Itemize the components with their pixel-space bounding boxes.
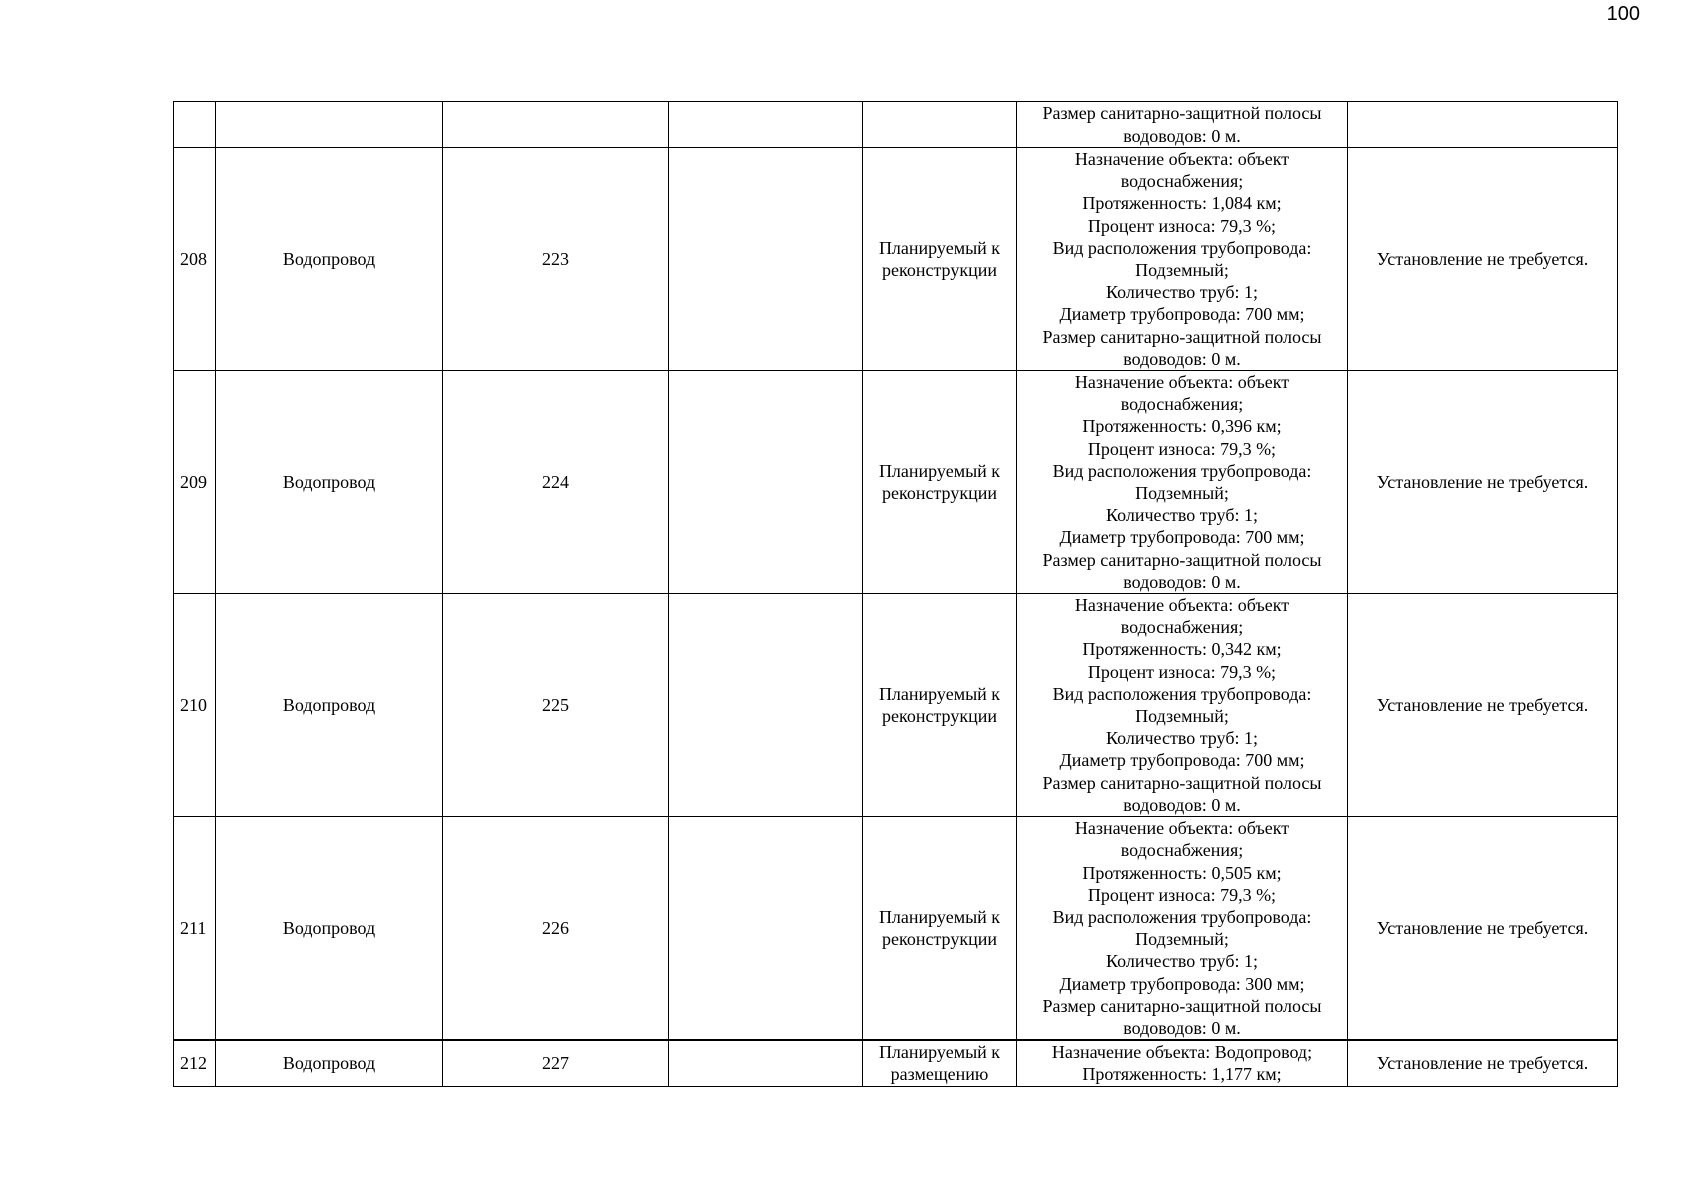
object-id-cell: 223: [443, 148, 669, 371]
description-line: Количество труб: 1;: [1106, 951, 1258, 972]
description-line: Вид расположения трубопровода:: [1052, 460, 1312, 481]
row-number-cell: 208: [174, 148, 216, 371]
object-status-cell: Планируемый к реконструкции: [863, 148, 1017, 371]
description-line: водоводов: 0 м.: [1123, 348, 1241, 369]
description-line: Назначение объекта: объект: [1074, 595, 1290, 616]
description-line: Размер санитарно-защитной полосы: [1042, 995, 1322, 1016]
object-name-cell: Водопровод: [216, 1040, 443, 1086]
table-row: [174, 817, 1618, 1041]
description-line: Назначение объекта: объект: [1074, 149, 1290, 169]
object-description-cell: [1017, 102, 1348, 148]
object-status-cell: [863, 102, 1017, 148]
object-name-cell: Водопровод: [216, 371, 443, 594]
description-line: Размер санитарно-защитной полосы: [1042, 772, 1322, 793]
description-line: Назначение объекта: Водопровод;: [1051, 1042, 1313, 1063]
object-location-cell: [669, 371, 863, 594]
description-line: Вид расположения трубопровода:: [1052, 683, 1312, 704]
description-line: Процент износа: 79,3 %;: [1087, 661, 1277, 682]
description-line: Диаметр трубопровода: 300 мм;: [1059, 973, 1305, 994]
description-line: Протяженность: 0,396 км;: [1082, 416, 1282, 437]
table-row: [174, 148, 1618, 371]
description-line: Количество труб: 1;: [1106, 728, 1258, 749]
description-line: Диаметр трубопровода: 700 мм;: [1059, 304, 1305, 325]
protection-zone-cell: Установление не требуется.: [1348, 148, 1618, 371]
object-name-cell: Водопровод: [216, 148, 443, 371]
page-number: 100: [1606, 3, 1640, 25]
description-line: Размер санитарно-защитной полосы: [1042, 326, 1322, 347]
object-id-cell: 227: [443, 1040, 669, 1086]
description-line: водоводов: 0 м.: [1123, 794, 1241, 815]
description-line: Процент износа: 79,3 %;: [1087, 215, 1277, 236]
description-line: Процент износа: 79,3 %;: [1087, 438, 1277, 459]
object-status-cell: Планируемый к размещению: [863, 1040, 1017, 1086]
row-number-cell: 212: [174, 1040, 216, 1086]
object-description-cell: [1017, 817, 1348, 1041]
description-line: Подземный;: [1135, 260, 1229, 281]
table-row: [174, 371, 1618, 594]
object-name-cell: [216, 102, 443, 148]
object-name-cell: Водопровод: [216, 594, 443, 817]
object-id-cell: [443, 102, 669, 148]
description-line: Процент износа: 79,3 %;: [1087, 884, 1277, 905]
row-number-cell: 211: [174, 817, 216, 1041]
object-id-cell: 225: [443, 594, 669, 817]
protection-zone-cell: Установление не требуется.: [1348, 594, 1618, 817]
object-description-cell: [1017, 1040, 1348, 1086]
object-status-cell: Планируемый к реконструкции: [863, 371, 1017, 594]
description-line: Подземный;: [1135, 706, 1229, 727]
description-line: Протяженность: 1,177 км;: [1082, 1064, 1282, 1085]
object-status-cell: Планируемый к реконструкции: [863, 594, 1017, 817]
object-location-cell: [669, 817, 863, 1041]
object-id-cell: 224: [443, 371, 669, 594]
description-line: Назначение объекта: объект: [1074, 818, 1290, 839]
description-line: водоводов: 0 м.: [1123, 125, 1241, 146]
description-line: Подземный;: [1135, 483, 1229, 504]
description-line: Протяженность: 0,505 км;: [1082, 862, 1282, 883]
description-line: Протяженность: 1,084 км;: [1082, 193, 1282, 214]
description-line: водоснабжения;: [1120, 171, 1244, 192]
object-id-cell: 226: [443, 817, 669, 1041]
description-line: Диаметр трубопровода: 700 мм;: [1059, 527, 1305, 548]
description-line: Подземный;: [1135, 929, 1229, 950]
description-line: Вид расположения трубопровода:: [1052, 906, 1312, 927]
object-location-cell: [669, 1040, 863, 1086]
protection-zone-cell: Установление не требуется.: [1348, 817, 1618, 1041]
row-number-cell: 210: [174, 594, 216, 817]
description-line: Вид расположения трубопровода:: [1052, 237, 1312, 258]
description-line: водоводов: 0 м.: [1123, 1017, 1241, 1038]
description-line: водоснабжения;: [1120, 394, 1244, 415]
description-line: Назначение объекта: объект: [1074, 372, 1290, 393]
description-line: Размер санитарно-защитной полосы: [1042, 549, 1322, 570]
object-description-cell: [1017, 594, 1348, 817]
row-number-cell: 209: [174, 371, 216, 594]
table-body: [174, 102, 1618, 1087]
objects-table: [173, 101, 1618, 1087]
table-row: [174, 102, 1618, 148]
description-line: Размер санитарно-защитной полосы: [1042, 103, 1322, 124]
object-location-cell: [669, 594, 863, 817]
description-line: водоснабжения;: [1120, 617, 1244, 638]
description-line: Протяженность: 0,342 км;: [1082, 639, 1282, 660]
table-row: [174, 594, 1618, 817]
description-line: водоводов: 0 м.: [1123, 571, 1241, 592]
protection-zone-cell: Установление не требуется.: [1348, 1040, 1618, 1086]
description-line: Количество труб: 1;: [1106, 282, 1258, 303]
row-number-cell: [174, 102, 216, 148]
object-location-cell: [669, 102, 863, 148]
object-name-cell: Водопровод: [216, 817, 443, 1041]
protection-zone-cell: Установление не требуется.: [1348, 371, 1618, 594]
object-location-cell: [669, 148, 863, 371]
protection-zone-cell: [1348, 102, 1618, 148]
description-line: Количество труб: 1;: [1106, 505, 1258, 526]
description-line: Диаметр трубопровода: 700 мм;: [1059, 750, 1305, 771]
table-row: [174, 1040, 1618, 1086]
object-description-cell: [1017, 371, 1348, 594]
description-line: водоснабжения;: [1120, 840, 1244, 861]
object-description-cell: [1017, 148, 1348, 371]
object-status-cell: Планируемый к реконструкции: [863, 817, 1017, 1041]
